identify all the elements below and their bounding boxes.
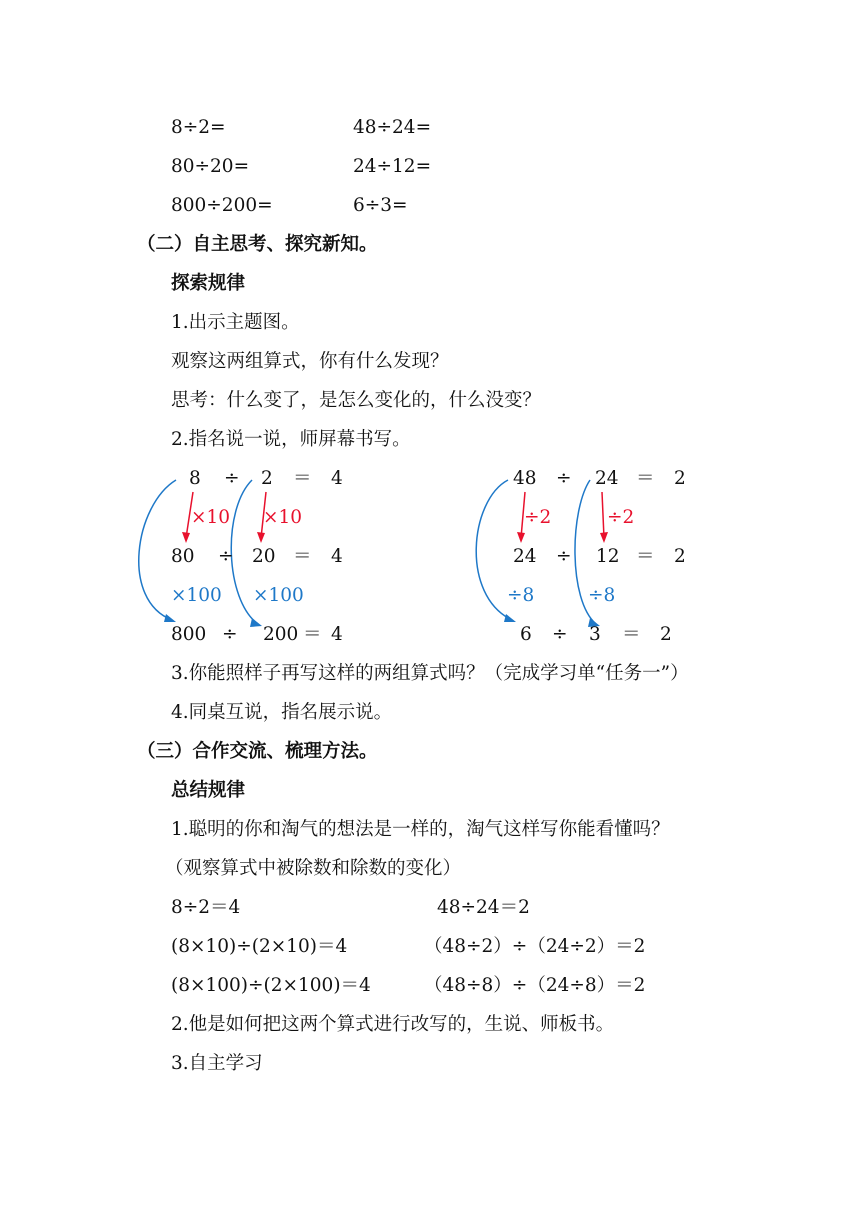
dr-blue-label-2: ÷8 (588, 585, 616, 606)
warmup-right-2: 24÷12= (353, 156, 432, 177)
section2-line-6: 4.同桌互说，指名展示说。 (171, 702, 393, 723)
dl-red-label-1: ×10 (191, 507, 231, 528)
warmup-right-1: 48÷24= (353, 117, 432, 138)
dr-r1-res: 2 (674, 468, 686, 489)
dr-r3-eq: ＝ (622, 624, 641, 645)
dl-r2-b: 20 (252, 546, 276, 567)
dl-r1-op: ÷ (224, 468, 240, 489)
section2-heading: （二）自主思考、探究新知。 (137, 234, 378, 255)
dl-r3-eq: ＝ (303, 624, 322, 645)
dr-r2-a: 24 (513, 546, 537, 567)
section3-line-3: 2.他是如何把这两个算式进行改写的，生说、师板书。 (171, 1014, 615, 1035)
eq-right-1: 48÷24＝2 (437, 897, 530, 918)
dr-blue-label-1: ÷8 (507, 585, 535, 606)
dl-r3-res: 4 (331, 624, 343, 645)
eq-left-3: (8×100)÷(2×100)＝4 (171, 975, 371, 996)
dr-r1-a: 48 (513, 468, 537, 489)
dl-blue-label-1: ×100 (171, 585, 222, 606)
dl-r1-res: 4 (331, 468, 343, 489)
warmup-right-3: 6÷3= (353, 195, 408, 216)
dr-r3-a: 6 (520, 624, 532, 645)
section2-line-4: 2.指名说一说，师屏幕书写。 (171, 429, 411, 450)
eq-right-2: （48÷2）÷（24÷2）＝2 (424, 936, 646, 957)
dr-r2-b: 12 (596, 546, 620, 567)
dl-r1-a: 8 (189, 468, 201, 489)
eq-left-2: (8×10)÷(2×10)＝4 (171, 936, 348, 957)
dl-r2-op: ÷ (218, 546, 234, 567)
section2-subheading: 探索规律 (171, 273, 246, 294)
dr-r2-op: ÷ (556, 546, 572, 567)
dr-r2-res: 2 (674, 546, 686, 567)
dr-r2-eq: ＝ (636, 546, 655, 567)
section3-line-1: 1.聪明的你和淘气的想法是一样的，淘气这样写你能看懂吗？ (171, 819, 670, 840)
dl-r2-a: 80 (171, 546, 195, 567)
section3-subheading: 总结规律 (171, 780, 246, 801)
dr-r1-op: ÷ (556, 468, 572, 489)
dl-r3-op: ÷ (222, 624, 238, 645)
dr-red-label-1: ÷2 (524, 507, 552, 528)
eq-left-1: 8÷2＝4 (171, 897, 241, 918)
dr-r3-op: ÷ (552, 624, 568, 645)
dl-r1-b: 2 (261, 468, 273, 489)
dl-r2-res: 4 (331, 546, 343, 567)
section2-line-5: 3.你能照样子再写这样的两组算式吗？（完成学习单“任务一”） (171, 663, 689, 684)
dr-r3-res: 2 (660, 624, 672, 645)
dl-r3-b: 200 (263, 624, 299, 645)
section2-line-2: 观察这两组算式，你有什么发现？ (171, 351, 449, 372)
section2-line-1: 1.出示主题图。 (171, 312, 300, 333)
dl-red-label-2: ×10 (263, 507, 303, 528)
dr-red-label-2: ÷2 (607, 507, 635, 528)
eq-right-3: （48÷8）÷（24÷8）＝2 (424, 975, 646, 996)
warmup-left-2: 80÷20= (171, 156, 250, 177)
section3-line-2: （观察算式中被除数和除数的变化） (165, 858, 462, 879)
dr-r1-b: 24 (595, 468, 619, 489)
dl-r2-eq: ＝ (293, 546, 312, 567)
section2-line-3: 思考：什么变了，是怎么变化的，什么没变？ (171, 390, 542, 411)
dl-blue-label-2: ×100 (253, 585, 304, 606)
dr-r1-eq: ＝ (636, 468, 655, 489)
section3-heading: （三）合作交流、梳理方法。 (137, 741, 378, 762)
warmup-left-3: 800÷200= (171, 195, 273, 216)
warmup-left-1: 8÷2= (171, 117, 226, 138)
dl-r1-eq: ＝ (293, 468, 312, 489)
dr-r3-b: 3 (589, 624, 601, 645)
dl-r3-a: 800 (171, 624, 207, 645)
section3-line-4: 3.自主学习 (171, 1053, 263, 1074)
